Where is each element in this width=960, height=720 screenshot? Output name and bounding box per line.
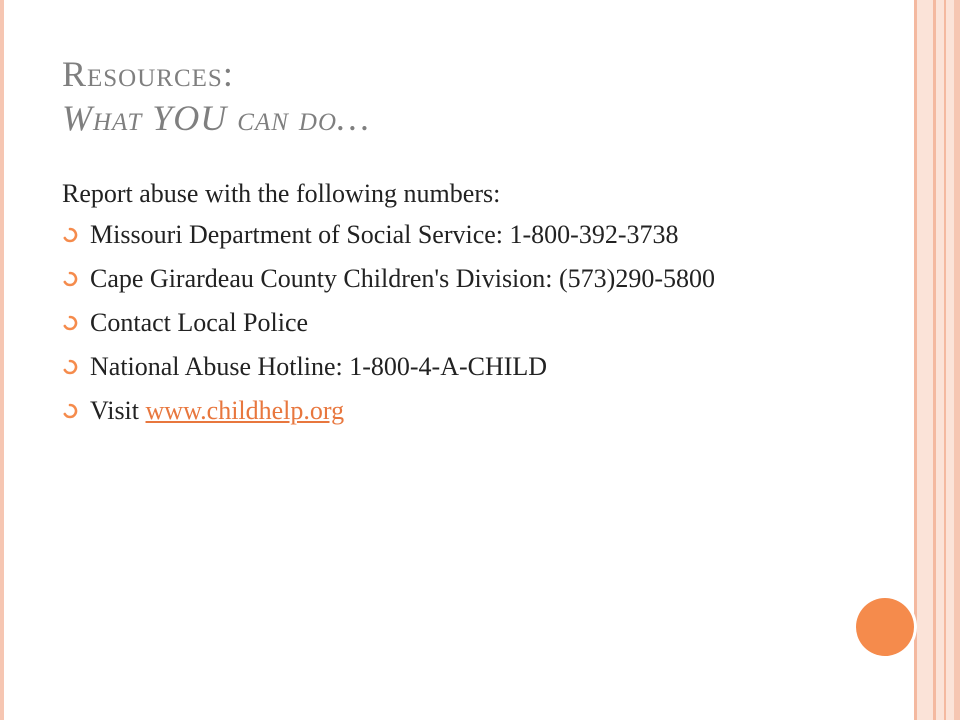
list-item: [62, 350, 822, 384]
slide-title: [62, 52, 370, 140]
list-item-text: Cape Girardeau County Children's Division: (573)290-5800: [90, 264, 715, 293]
bullet-icon: [62, 315, 78, 331]
list-item-text: National Abuse Hotline: 1-800-4-A-CHILD: [90, 352, 548, 381]
bullet-icon: [62, 403, 78, 419]
slide-body: [62, 176, 822, 438]
right-decorative-band: [914, 0, 960, 720]
bullet-icon: [62, 359, 78, 375]
left-border-stripe: [0, 0, 4, 720]
title-line-2: What YOU can do…: [62, 98, 371, 138]
list-item: [62, 306, 822, 340]
list-item: [62, 394, 822, 428]
list-item: [62, 218, 822, 252]
list-item-text: Missouri Department of Social Service: 1-800-392-3738: [90, 220, 679, 249]
orange-circle-decoration: [856, 598, 914, 656]
bullet-icon: [62, 271, 78, 287]
childhelp-link[interactable]: www.childhelp.org: [145, 396, 345, 425]
list-item: [62, 262, 822, 296]
resource-list: [62, 218, 822, 428]
list-item-text: Contact Local Police: [90, 308, 309, 337]
title-line-1: Resources:: [62, 54, 234, 94]
visit-prefix: Visit: [90, 396, 146, 425]
bullet-icon: [62, 227, 78, 243]
intro-text: Report abuse with the following numbers:: [62, 179, 501, 208]
